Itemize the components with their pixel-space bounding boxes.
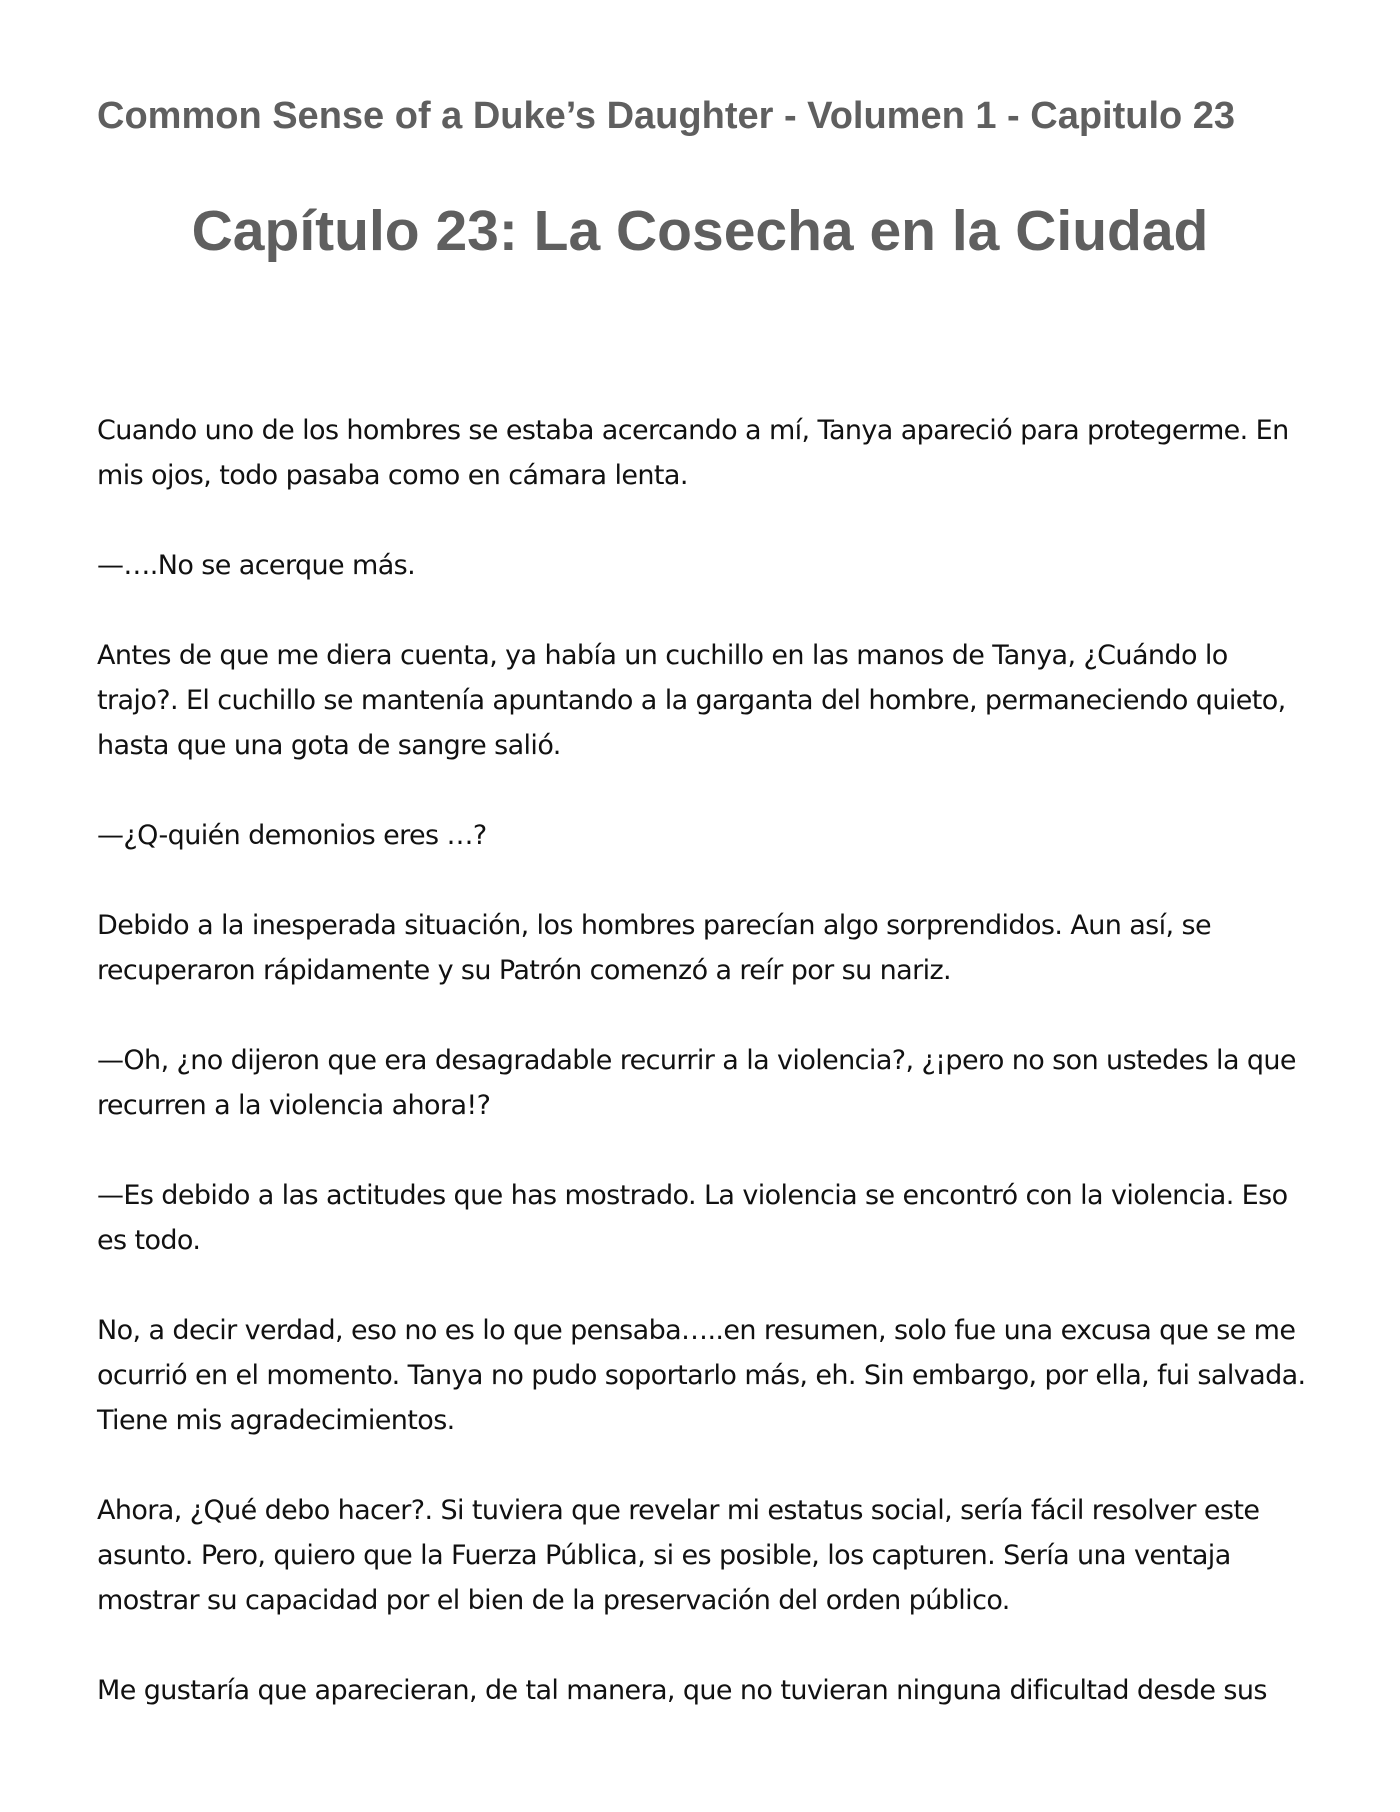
paragraph: No, a decir verdad, eso no es lo que pensaba…..en resumen, solo fue una excusa que se me ocurrió en el momento. Tanya no pudo soportarlo más, eh. Sin embargo, por ella, fui salvada. Tiene mis agradecimientos. [97, 1315, 1306, 1436]
running-header: Common Sense of a Duke’s Daughter - Volumen 1 - Capitulo 23 [97, 95, 1236, 137]
paragraph: Cuando uno de los hombres se estaba acercando a mí, Tanya apareció para protegerme. En mis ojos, todo pasaba como en cámara lenta. [97, 415, 1289, 491]
paragraph: Me gustaría que aparecieran, de tal manera, que no tuvieran ninguna dificultad desde sus [97, 1675, 1267, 1706]
paragraph: —Es debido a las actitudes que has mostrado. La violencia se encontró con la violencia. Eso es todo. [97, 1180, 1288, 1256]
paragraph: Ahora, ¿Qué debo hacer?. Si tuviera que revelar mi estatus social, sería fácil resolver este asunto. Pero, quiero que la Fuerza Pública, si es posible, los capturen. Sería una ventaja mostrar su capacidad por el bien de la preservación del orden público. [97, 1495, 1260, 1616]
paragraph: —Oh, ¿no dijeron que era desagradable recurrir a la violencia?, ¿¡pero no son ustedes la que recurren a la violencia ahora!? [97, 1045, 1296, 1121]
paragraph: Antes de que me diera cuenta, ya había un cuchillo en las manos de Tanya, ¿Cuándo lo trajo?. El cuchillo se mantenía apuntando a la garganta del hombre, permaneciendo quieto, hasta que una gota de sangre salió. [97, 640, 1286, 761]
paragraph: —….No se acerque más. [97, 550, 416, 581]
chapter-body [97, 408, 1307, 1758]
paragraph: Debido a la inesperada situación, los hombres parecían algo sorprendidos. Aun así, se recuperaron rápidamente y su Patrón comenzó a reír por su nariz. [97, 910, 1211, 986]
chapter-title: Capítulo 23: La Cosecha en la Ciudad [191, 199, 1209, 263]
paragraph: —¿Q-quién demonios eres …? [97, 820, 487, 851]
